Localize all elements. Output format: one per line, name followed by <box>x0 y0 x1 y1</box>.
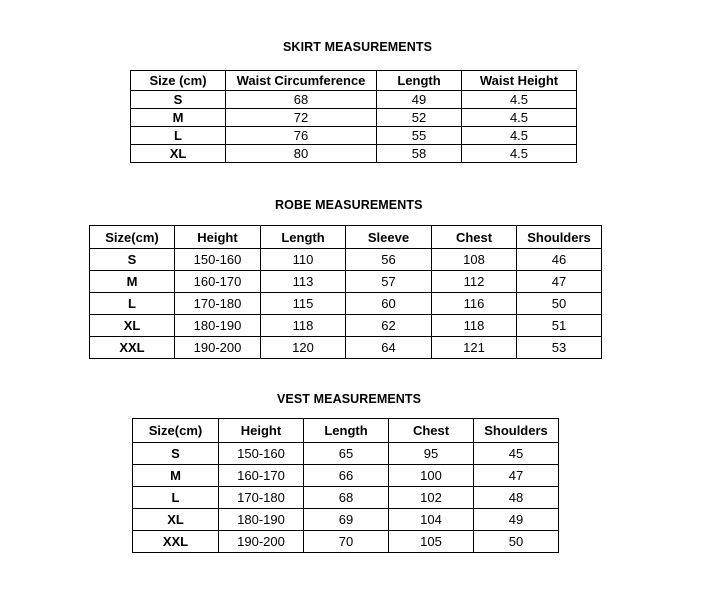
table-cell: 72 <box>226 109 377 127</box>
table-cell: 115 <box>261 293 346 315</box>
size-cell: M <box>131 109 226 127</box>
table-cell: 102 <box>389 487 474 509</box>
table-cell: 108 <box>432 249 517 271</box>
size-cell: L <box>133 487 219 509</box>
column-header-waist-circumference: Waist Circumference <box>226 71 377 91</box>
table-cell: 100 <box>389 465 474 487</box>
size-cell: M <box>133 465 219 487</box>
size-cell: M <box>90 271 175 293</box>
table-cell: 50 <box>474 531 559 553</box>
table-cell: 120 <box>261 337 346 359</box>
table-cell: 118 <box>432 315 517 337</box>
table-row <box>90 315 602 337</box>
table-cell: 46 <box>517 249 602 271</box>
table-cell: 180-190 <box>175 315 261 337</box>
table-cell: 4.5 <box>462 145 577 163</box>
skirt-measurements-title: SKIRT MEASUREMENTS <box>283 40 433 54</box>
column-header-sleeve: Sleeve <box>346 226 432 249</box>
table-cell: 4.5 <box>462 91 577 109</box>
table-cell: 48 <box>474 487 559 509</box>
size-cell: S <box>131 91 226 109</box>
table-cell: 51 <box>517 315 602 337</box>
table-row <box>133 509 559 531</box>
table-cell: 68 <box>304 487 389 509</box>
table-cell: 76 <box>226 127 377 145</box>
table-row <box>131 109 577 127</box>
table-cell: 58 <box>377 145 462 163</box>
table-cell: 70 <box>304 531 389 553</box>
size-cell: XL <box>131 145 226 163</box>
table-cell: 113 <box>261 271 346 293</box>
column-header-size: Size(cm) <box>90 226 175 249</box>
table-cell: 49 <box>377 91 462 109</box>
table-row <box>133 531 559 553</box>
table-cell: 56 <box>346 249 432 271</box>
table-cell: 65 <box>304 443 389 465</box>
table-row <box>90 271 602 293</box>
table-cell: 104 <box>389 509 474 531</box>
vest-measurements-title: VEST MEASUREMENTS <box>277 392 422 406</box>
column-header-shoulders: Shoulders <box>474 419 559 443</box>
table-cell: 121 <box>432 337 517 359</box>
table-row <box>90 337 602 359</box>
size-cell: XXL <box>90 337 175 359</box>
table-cell: 47 <box>517 271 602 293</box>
table-header-row <box>90 226 602 249</box>
column-header-length: Length <box>261 226 346 249</box>
table-cell: 52 <box>377 109 462 127</box>
table-cell: 105 <box>389 531 474 553</box>
table-row <box>133 465 559 487</box>
table-cell: 53 <box>517 337 602 359</box>
table-cell: 45 <box>474 443 559 465</box>
table-cell: 80 <box>226 145 377 163</box>
vest-measurements-table <box>132 418 559 553</box>
table-header-row <box>131 71 577 91</box>
table-cell: 47 <box>474 465 559 487</box>
table-row <box>90 293 602 315</box>
table-cell: 69 <box>304 509 389 531</box>
table-row <box>131 127 577 145</box>
column-header-length: Length <box>377 71 462 91</box>
table-row <box>133 443 559 465</box>
table-cell: 190-200 <box>175 337 261 359</box>
column-header-height: Height <box>219 419 304 443</box>
table-cell: 160-170 <box>175 271 261 293</box>
table-cell: 68 <box>226 91 377 109</box>
table-cell: 64 <box>346 337 432 359</box>
size-cell: XXL <box>133 531 219 553</box>
table-cell: 110 <box>261 249 346 271</box>
robe-measurements-title: ROBE MEASUREMENTS <box>275 198 423 212</box>
size-cell: XL <box>90 315 175 337</box>
table-cell: 170-180 <box>175 293 261 315</box>
skirt-measurements-table <box>130 70 577 163</box>
table-cell: 180-190 <box>219 509 304 531</box>
table-row <box>90 249 602 271</box>
table-row <box>133 487 559 509</box>
table-row <box>131 145 577 163</box>
column-header-size: Size(cm) <box>133 419 219 443</box>
column-header-shoulders: Shoulders <box>517 226 602 249</box>
table-cell: 55 <box>377 127 462 145</box>
table-header-row <box>133 419 559 443</box>
column-header-length: Length <box>304 419 389 443</box>
table-cell: 118 <box>261 315 346 337</box>
size-cell: L <box>131 127 226 145</box>
table-cell: 150-160 <box>219 443 304 465</box>
column-header-chest: Chest <box>389 419 474 443</box>
table-cell: 66 <box>304 465 389 487</box>
table-cell: 116 <box>432 293 517 315</box>
size-cell: S <box>133 443 219 465</box>
size-cell: XL <box>133 509 219 531</box>
table-cell: 95 <box>389 443 474 465</box>
table-cell: 49 <box>474 509 559 531</box>
table-cell: 150-160 <box>175 249 261 271</box>
table-cell: 160-170 <box>219 465 304 487</box>
column-header-chest: Chest <box>432 226 517 249</box>
size-cell: S <box>90 249 175 271</box>
table-cell: 170-180 <box>219 487 304 509</box>
robe-measurements-table <box>89 225 602 359</box>
table-cell: 57 <box>346 271 432 293</box>
column-header-size: Size (cm) <box>131 71 226 91</box>
table-cell: 4.5 <box>462 109 577 127</box>
column-header-height: Height <box>175 226 261 249</box>
table-cell: 62 <box>346 315 432 337</box>
table-cell: 4.5 <box>462 127 577 145</box>
size-cell: L <box>90 293 175 315</box>
table-cell: 190-200 <box>219 531 304 553</box>
table-cell: 60 <box>346 293 432 315</box>
column-header-waist-height: Waist Height <box>462 71 577 91</box>
table-row <box>131 91 577 109</box>
table-cell: 112 <box>432 271 517 293</box>
table-cell: 50 <box>517 293 602 315</box>
